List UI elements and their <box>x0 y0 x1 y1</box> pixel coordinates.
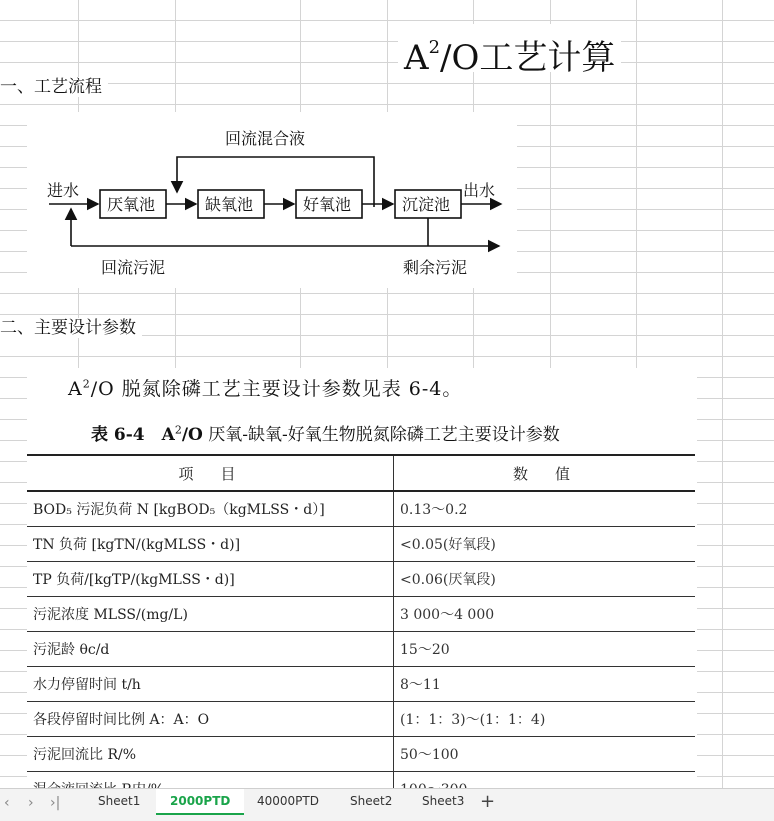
anaerobic-label: 厌氧池 <box>107 195 156 214</box>
process-flow-diagram <box>27 112 517 288</box>
table-row <box>27 737 695 772</box>
row-value: 8～11 <box>394 667 696 702</box>
sheet-tab-40000ptd[interactable]: 40000PTD <box>257 794 319 808</box>
header-value: 数 值 <box>394 455 696 491</box>
sheet-tab-sheet3[interactable]: Sheet3 <box>422 794 465 808</box>
table-row <box>27 597 695 632</box>
table-header-row <box>27 455 695 491</box>
table-row <box>27 491 695 527</box>
table-row <box>27 702 695 737</box>
table-row <box>27 632 695 667</box>
settling-label: 沉淀池 <box>402 195 451 214</box>
excess-sludge-label: 剩余污泥 <box>403 258 468 277</box>
add-sheet-icon[interactable]: + <box>480 791 496 812</box>
table-row <box>27 527 695 562</box>
prev-sheet-icon[interactable]: › <box>28 795 34 811</box>
aerobic-label: 好氧池 <box>303 195 352 214</box>
sheet-tab-sheet2[interactable]: Sheet2 <box>350 794 393 808</box>
first-sheet-icon[interactable]: ‹ <box>4 795 10 811</box>
section-design-params: 二、主要设计参数 <box>0 318 142 338</box>
sheet-tab-2000ptd[interactable]: 2000PTD <box>156 789 244 815</box>
row-value: <0.05(好氧段) <box>394 527 696 562</box>
flow-diagram-svg <box>27 112 517 288</box>
row-value: 0.13～0.2 <box>394 491 696 527</box>
recycle-label: 回流混合液 <box>225 129 306 148</box>
outlet-label: 出水 <box>463 181 496 200</box>
row-value: <0.06(厌氧段) <box>394 562 696 597</box>
row-value: 50～100 <box>394 737 696 772</box>
inlet-label: 进水 <box>47 181 80 200</box>
table-caption: 表 6-4 $A^2/O$ 厌氧-缺氧-好氧生物脱氮除磷工艺主要设计参数 <box>91 423 560 445</box>
page-title: $A^2/O$工艺计算 <box>398 24 621 72</box>
row-value: 3 000～4 000 <box>394 597 696 632</box>
sheet-tab-sheet1[interactable]: Sheet1 <box>98 794 141 808</box>
sheet-tab-bar <box>0 788 774 821</box>
design-params-block <box>27 368 697 788</box>
row-item: 水力停留时间 t/h <box>27 667 394 702</box>
table-row <box>27 562 695 597</box>
row-value: 15～20 <box>394 632 696 667</box>
anoxic-label: 缺氧池 <box>205 195 254 214</box>
row-item: 污泥回流比 R/% <box>27 737 394 772</box>
row-item: TN 负荷 [kgTN/(kgMLSS・d)] <box>27 527 394 562</box>
header-item: 项 目 <box>27 455 394 491</box>
section-process-flow: 一、工艺流程 <box>0 77 108 97</box>
return-sludge-label: 回流污泥 <box>101 258 166 277</box>
row-item: BOD₅ 污泥负荷 N [kgBOD₅（kgMLSS・d）] <box>27 491 394 527</box>
next-sheet-icon[interactable]: ›| <box>50 795 61 811</box>
row-value: (1：1：3)～(1：1：4) <box>394 702 696 737</box>
row-item: 各段停留时间比例 A：A：O <box>27 702 394 737</box>
row-item: 污泥浓度 MLSS/(mg/L) <box>27 597 394 632</box>
params-table <box>27 454 695 807</box>
row-item: TP 负荷/[kgTP/(kgMLSS・d)] <box>27 562 394 597</box>
row-item: 污泥龄 θc/d <box>27 632 394 667</box>
table-row <box>27 667 695 702</box>
params-intro: $A^2/O$ 脱氮除磷工艺主要设计参数见表 6-4。 <box>68 377 463 400</box>
